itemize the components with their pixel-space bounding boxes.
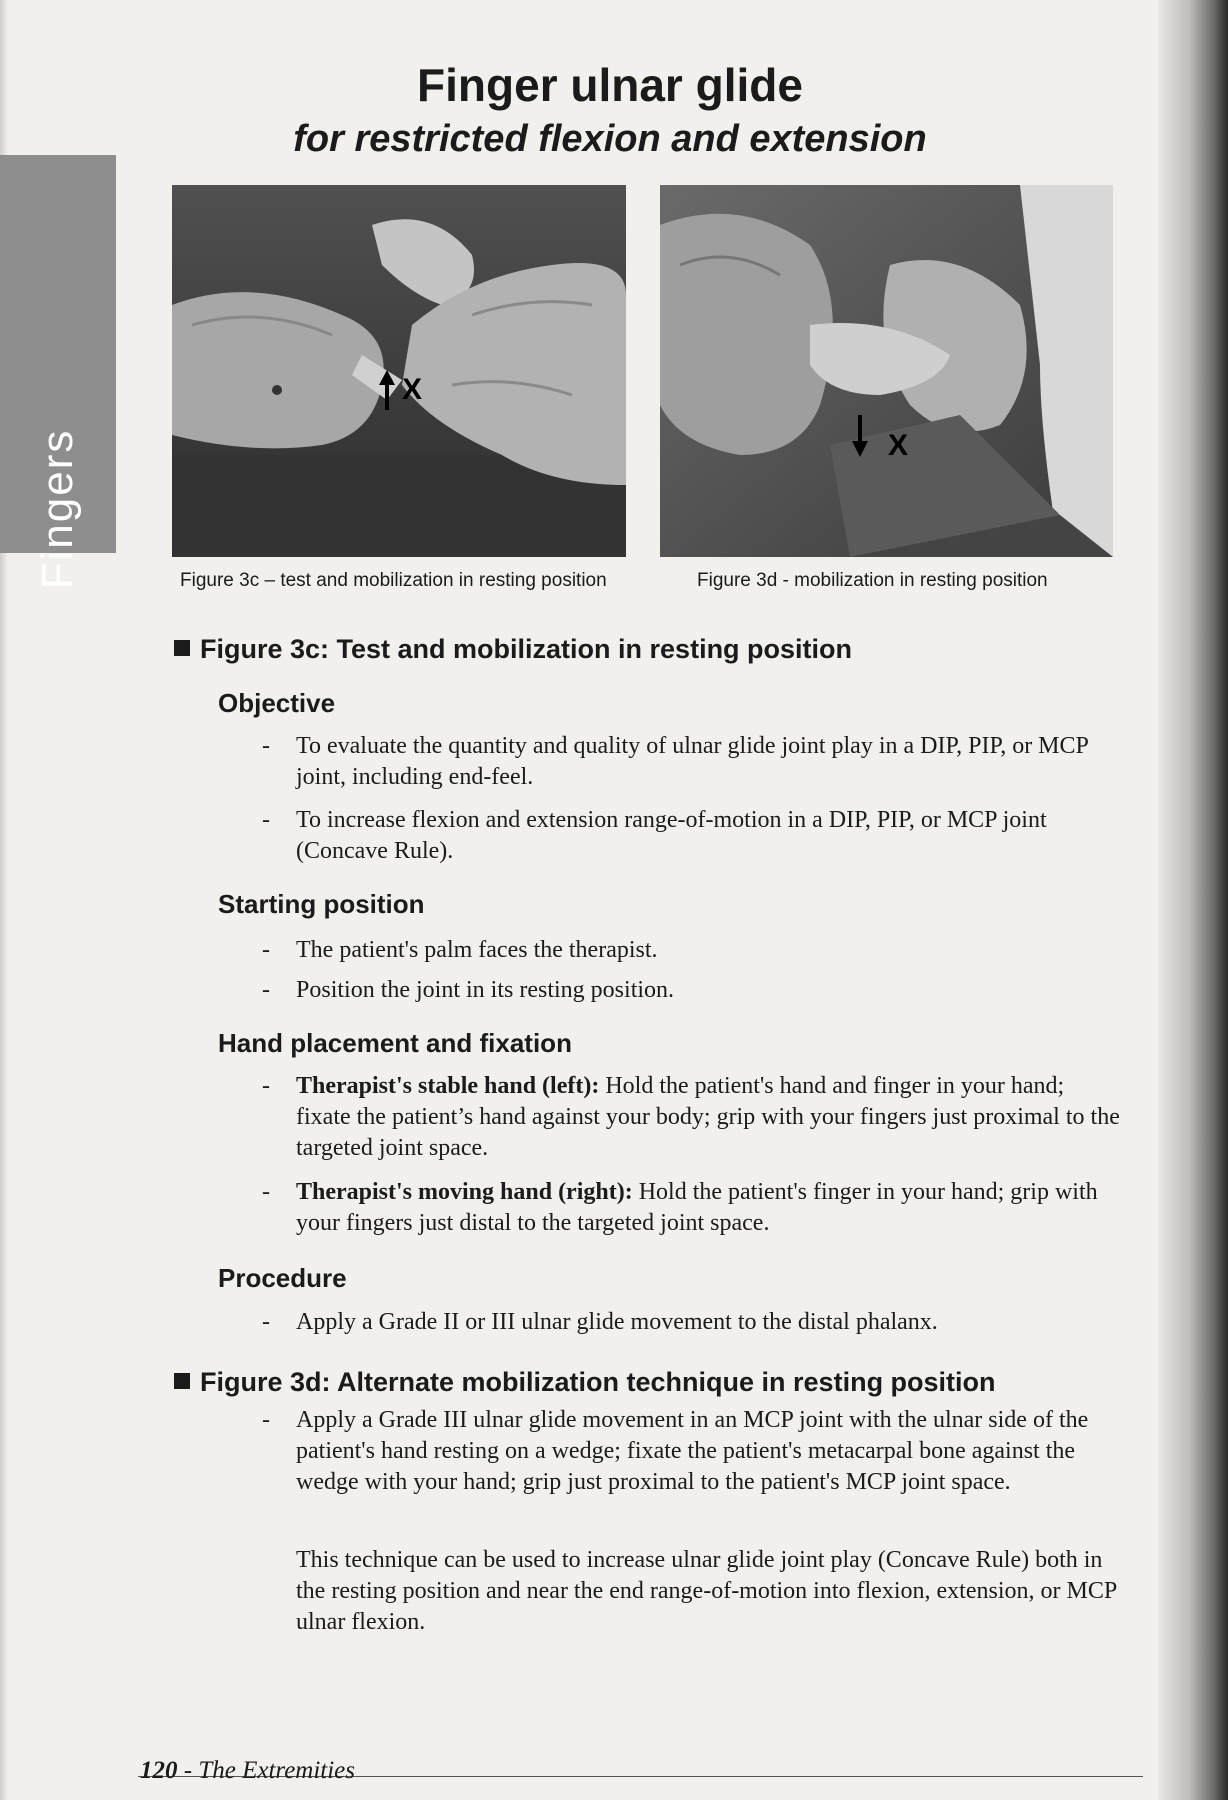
objective-heading: Objective	[218, 688, 336, 718]
hand-placement-item: - Therapist's moving hand (right): Hold the patient's finger in your hand; grip with your fingers just distal to the targeted joint space.	[262, 1179, 1098, 1236]
section-3d-heading-text: Figure 3d: Alternate mobilization technique in resting position	[200, 1367, 996, 1397]
figure-3d-photo	[660, 185, 1113, 557]
section-3d-heading	[174, 1367, 996, 1398]
objective-item: - To increase flexion and extension range-of-motion in a DIP, PIP, or MCP joint (Concave Rule).	[262, 807, 1047, 864]
starting-position-heading: Starting position	[218, 889, 425, 919]
figure-3c-marker: X	[402, 373, 423, 406]
figure-3d-image	[660, 185, 1113, 557]
section-3d-note: This technique can be used to increase ulnar glide joint play (Concave Rule) both in the resting position and near the end range-of-motion into flexion, extension, or MCP ulnar flexion.	[296, 1547, 1117, 1635]
page-subtitle: for restricted flexion and extension	[293, 118, 927, 160]
figure-3c-caption: Figure 3c – test and mobilization in resting position	[180, 570, 607, 591]
side-tab-label: Fingers	[33, 428, 82, 590]
footer-section: The Extremities	[198, 1757, 356, 1784]
procedure-heading: Procedure	[218, 1263, 347, 1293]
figure-3d-caption: Figure 3d - mobilization in resting position	[697, 570, 1048, 591]
starting-position-item: - The patient's palm faces the therapist.	[262, 937, 658, 963]
section-side-tab	[0, 155, 116, 590]
square-bullet-icon	[174, 1373, 190, 1389]
figure-3d-marker: X	[888, 429, 909, 462]
section-3d-item: - Apply a Grade III ulnar glide movement in an MCP joint with the ulnar side of the patient's hand resting on a wedge; fixate the patient's metacarpal bone against the wedge with your hand; grip just proximal to the patient's MCP joint space.	[262, 1407, 1089, 1495]
square-bullet-icon	[174, 640, 190, 656]
page-footer: 120 - The Extremities	[140, 1757, 356, 1784]
starting-position-item: - Position the joint in its resting position.	[262, 977, 675, 1003]
page-number: 120	[140, 1757, 178, 1784]
page-edge-shadow	[1158, 0, 1228, 1800]
figure-3c-photo	[172, 185, 626, 557]
procedure-item: - Apply a Grade II or III ulnar glide movement to the distal phalanx.	[262, 1309, 938, 1335]
objective-item: - To evaluate the quantity and quality of ulnar glide joint play in a DIP, PIP, or MCP joint, including end-feel.	[262, 733, 1088, 790]
hand-placement-heading: Hand placement and fixation	[218, 1028, 572, 1058]
page-title: Finger ulnar glide	[417, 59, 803, 111]
section-3c-heading-text: Figure 3c: Test and mobilization in resting position	[200, 634, 853, 664]
section-3c-heading	[174, 634, 852, 665]
hand-placement-item: - Therapist's stable hand (left): Hold the patient's hand and finger in your hand; fixate the patient’s hand against your body; grip with your fingers just proximal to the targeted joint space.	[262, 1073, 1120, 1161]
figure-3c-image	[172, 185, 626, 557]
